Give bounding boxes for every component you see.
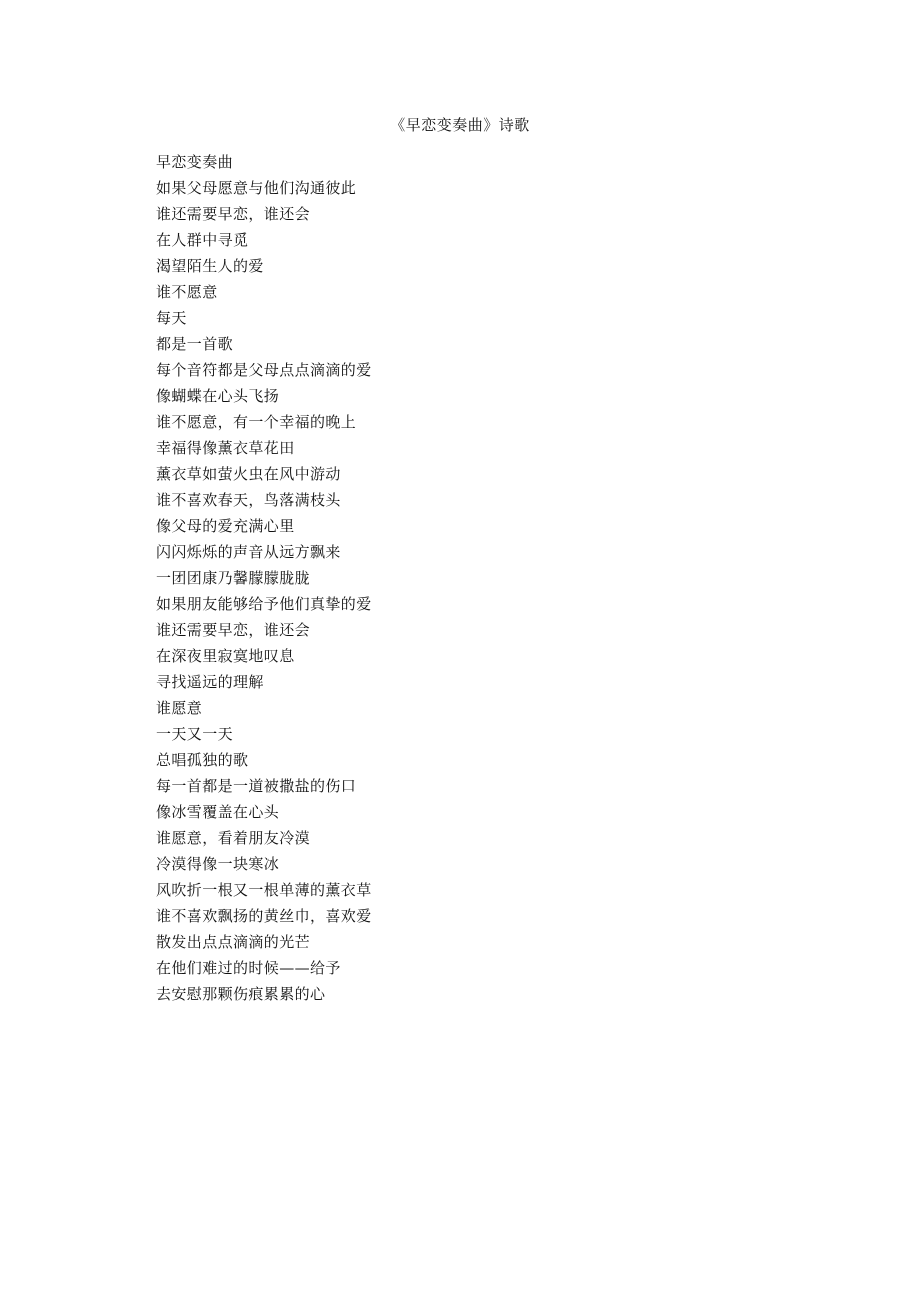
poem-line: 散发出点点滴滴的光芒 — [156, 933, 311, 951]
poem-line: 如果朋友能够给予他们真挚的爱 — [156, 595, 372, 613]
poem-line: 像蝴蝶在心头飞扬 — [156, 387, 280, 405]
poem-line: 谁不喜欢飘扬的黄丝巾，喜欢爱 — [156, 907, 372, 925]
poem-line: 总唱孤独的歌 — [156, 751, 249, 769]
poem-line: 谁愿意，看着朋友冷漠 — [156, 829, 311, 847]
poem-line: 幸福得像薰衣草花田 — [156, 439, 295, 457]
poem-line: 渴望陌生人的爱 — [156, 257, 264, 275]
poem-line: 谁不愿意 — [156, 283, 218, 301]
poem-line: 谁不愿意，有一个幸福的晚上 — [156, 413, 357, 431]
poem-line: 都是一首歌 — [156, 335, 234, 353]
document-title: 《早恋变奏曲》诗歌 — [390, 116, 530, 134]
poem-line: 每天 — [156, 309, 187, 327]
poem-line: 像父母的爱充满心里 — [156, 517, 295, 535]
poem-line: 一天又一天 — [156, 725, 234, 743]
poem-line: 在他们难过的时候——给予 — [156, 959, 341, 977]
poem-line: 风吹折一根又一根单薄的薰衣草 — [156, 881, 372, 899]
poem-line: 在人群中寻觅 — [156, 231, 249, 249]
poem-line: 冷漠得像一块寒冰 — [156, 855, 280, 873]
poem-line: 谁还需要早恋，谁还会 — [156, 205, 311, 223]
poem-body — [156, 152, 372, 1010]
poem-line: 闪闪烁烁的声音从远方飘来 — [156, 543, 341, 561]
poem-line: 一团团康乃馨朦朦胧胧 — [156, 569, 311, 587]
poem-line: 早恋变奏曲 — [156, 153, 234, 171]
poem-line: 在深夜里寂寞地叹息 — [156, 647, 295, 665]
poem-line: 每一首都是一道被撒盐的伤口 — [156, 777, 357, 795]
poem-line: 寻找遥远的理解 — [156, 673, 264, 691]
poem-line: 每个音符都是父母点点滴滴的爱 — [156, 361, 372, 379]
poem-line: 谁不喜欢春天，鸟落满枝头 — [156, 491, 341, 509]
poem-line: 像冰雪覆盖在心头 — [156, 803, 280, 821]
poem-line: 去安慰那颗伤痕累累的心 — [156, 985, 326, 1003]
poem-line: 谁愿意 — [156, 699, 203, 717]
poem-line: 薰衣草如萤火虫在风中游动 — [156, 465, 341, 483]
poem-line: 谁还需要早恋，谁还会 — [156, 621, 311, 639]
poem-line: 如果父母愿意与他们沟通彼此 — [156, 179, 357, 197]
